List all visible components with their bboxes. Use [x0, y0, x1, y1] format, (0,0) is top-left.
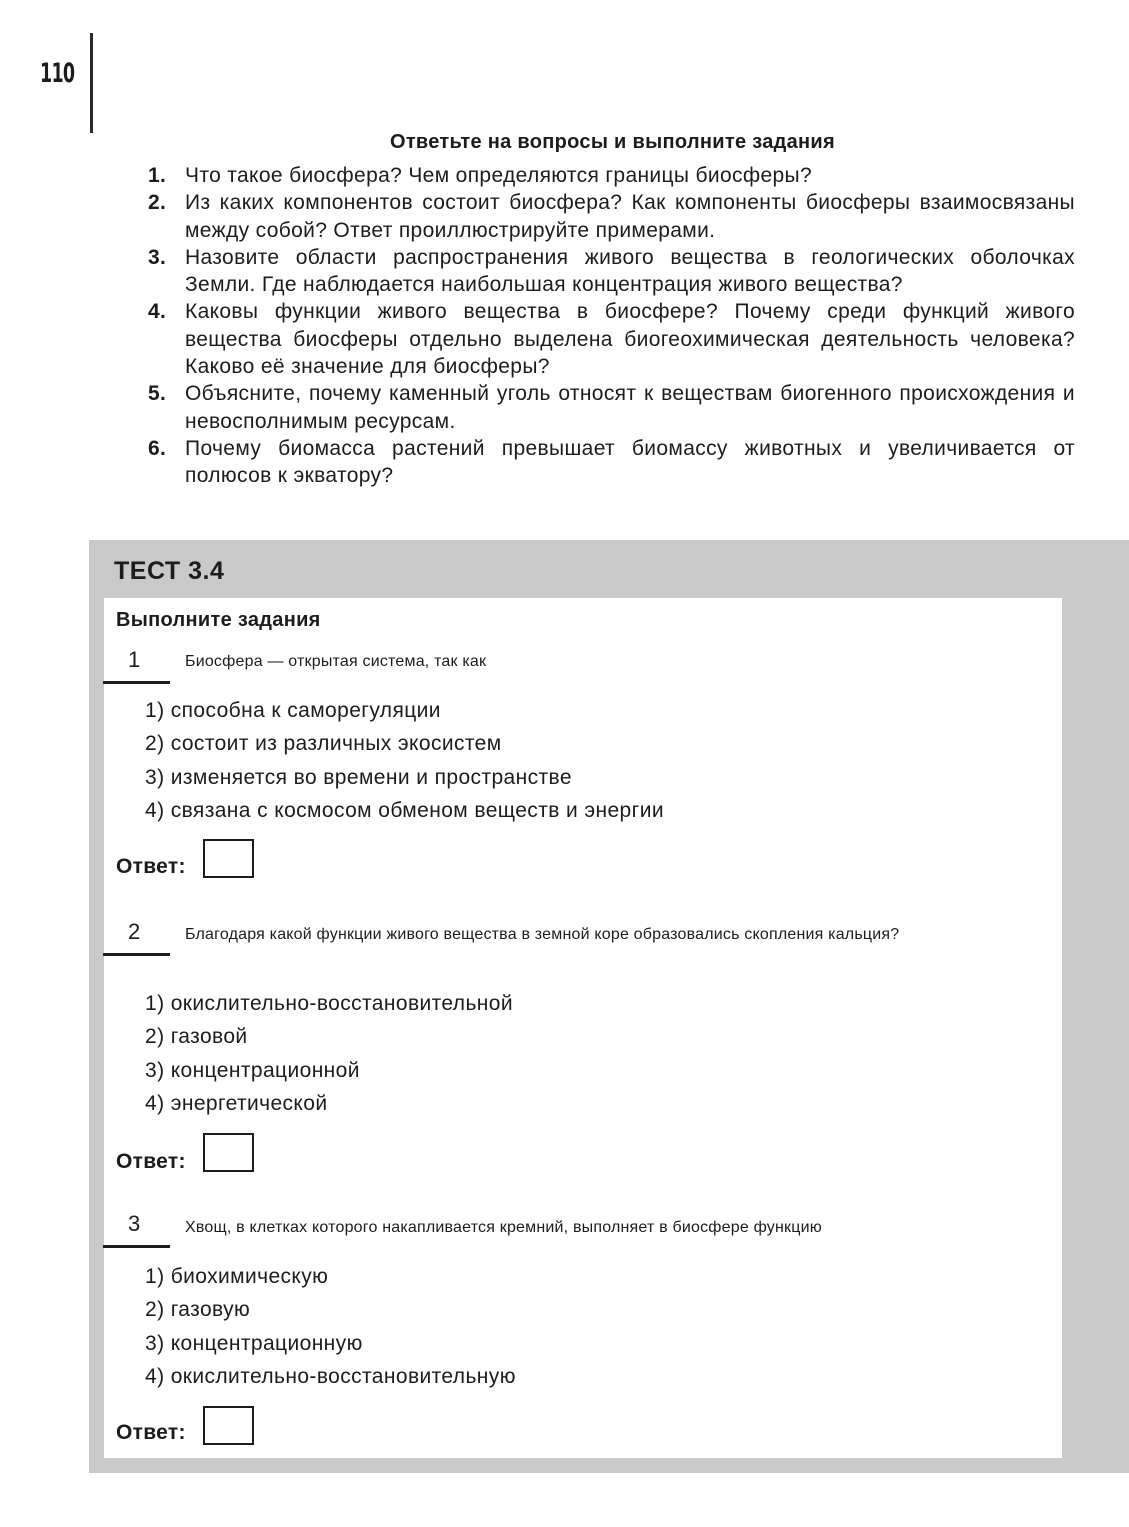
question-text: Из каких компонентов состоит биосфера? Как компоненты биосферы взаимосвязаны между собой? Ответ проиллюстрируйте примерами. [185, 191, 1075, 242]
answer-label: Ответ: [116, 1150, 186, 1173]
question-item [148, 298, 1075, 380]
option: 3) изменяется во времени и пространстве [145, 765, 572, 789]
task-number: 1 [128, 647, 141, 672]
questions-heading: Ответьте на вопросы и выполните задания [389, 131, 835, 153]
task-text: Благодаря какой функции живого вещества в земной коре образовались скопления кальция? [185, 926, 900, 943]
answer-box[interactable] [203, 1133, 254, 1172]
question-number: 6. [148, 436, 167, 460]
option: 3) концентрационную [145, 1331, 363, 1355]
option: 1) способна к саморегуляции [145, 699, 441, 722]
options-list [145, 987, 513, 1120]
task-number: 2 [128, 919, 141, 944]
task-number-rule [103, 1245, 170, 1248]
answer-box[interactable] [203, 1406, 254, 1445]
option: 4) связана с космосом обменом веществ и энергии [145, 798, 664, 822]
test-title: ТЕСТ 3.4 [114, 557, 225, 585]
page-number-rule [90, 33, 93, 133]
task-number-rule [103, 681, 170, 684]
questions-list [148, 162, 1075, 490]
answer-label: Ответ: [116, 855, 186, 878]
option: 4) энергетической [145, 1091, 328, 1115]
option: 2) газовой [145, 1025, 248, 1049]
answer-label: Ответ: [116, 1421, 186, 1444]
question-number: 5. [148, 382, 167, 406]
option: 2) газовую [145, 1298, 251, 1322]
question-item [148, 244, 1075, 299]
question-item [148, 435, 1075, 490]
answer-box[interactable] [203, 839, 254, 878]
section-title: Выполните задания [116, 609, 321, 631]
options-list [145, 694, 664, 827]
page-number: 110 [40, 58, 75, 89]
option: 1) биохимическую [145, 1265, 329, 1288]
options-list [145, 1260, 516, 1393]
option: 4) окислительно-восстановительную [145, 1364, 516, 1388]
question-item [148, 162, 1075, 189]
task-number: 3 [128, 1211, 141, 1236]
option: 3) концентрационной [145, 1058, 360, 1082]
task-text: Хвощ, в клетках которого накапливается кремний, выполняет в биосфере функцию [185, 1219, 822, 1236]
question-text: Почему биомасса растений превышает биомассу животных и увеличивается от полюсов к экватору? [185, 436, 1075, 488]
question-number: 2. [148, 191, 167, 215]
question-text: Объясните, почему каменный уголь относят к веществам биогенного происхождения и невосполнимым ресурсам. [185, 382, 1075, 433]
task-text: Биосфера — открытая система, так как [185, 653, 487, 670]
question-item [148, 380, 1075, 435]
question-number: 3. [148, 245, 167, 269]
question-text: Каковы функции живого вещества в биосфере? Почему среди функций живого вещества биосферы отдельно выделена биогеохимическая деятельность человека? Каково её значение для биосферы? [185, 300, 1075, 379]
question-number: 4. [148, 300, 167, 324]
task-number-rule [103, 953, 170, 956]
question-item [148, 189, 1075, 244]
option: 1) окислительно-восстановительной [145, 992, 514, 1015]
option: 2) состоит из различных экосистем [145, 732, 502, 756]
question-number: 1. [148, 164, 167, 187]
question-text: Что такое биосфера? Чем определяются границы биосферы? [185, 164, 813, 187]
question-text: Назовите области распространения живого вещества в геологических оболочках Земли. Где наблюдается наибольшая концентрация живого вещества? [185, 245, 1075, 297]
